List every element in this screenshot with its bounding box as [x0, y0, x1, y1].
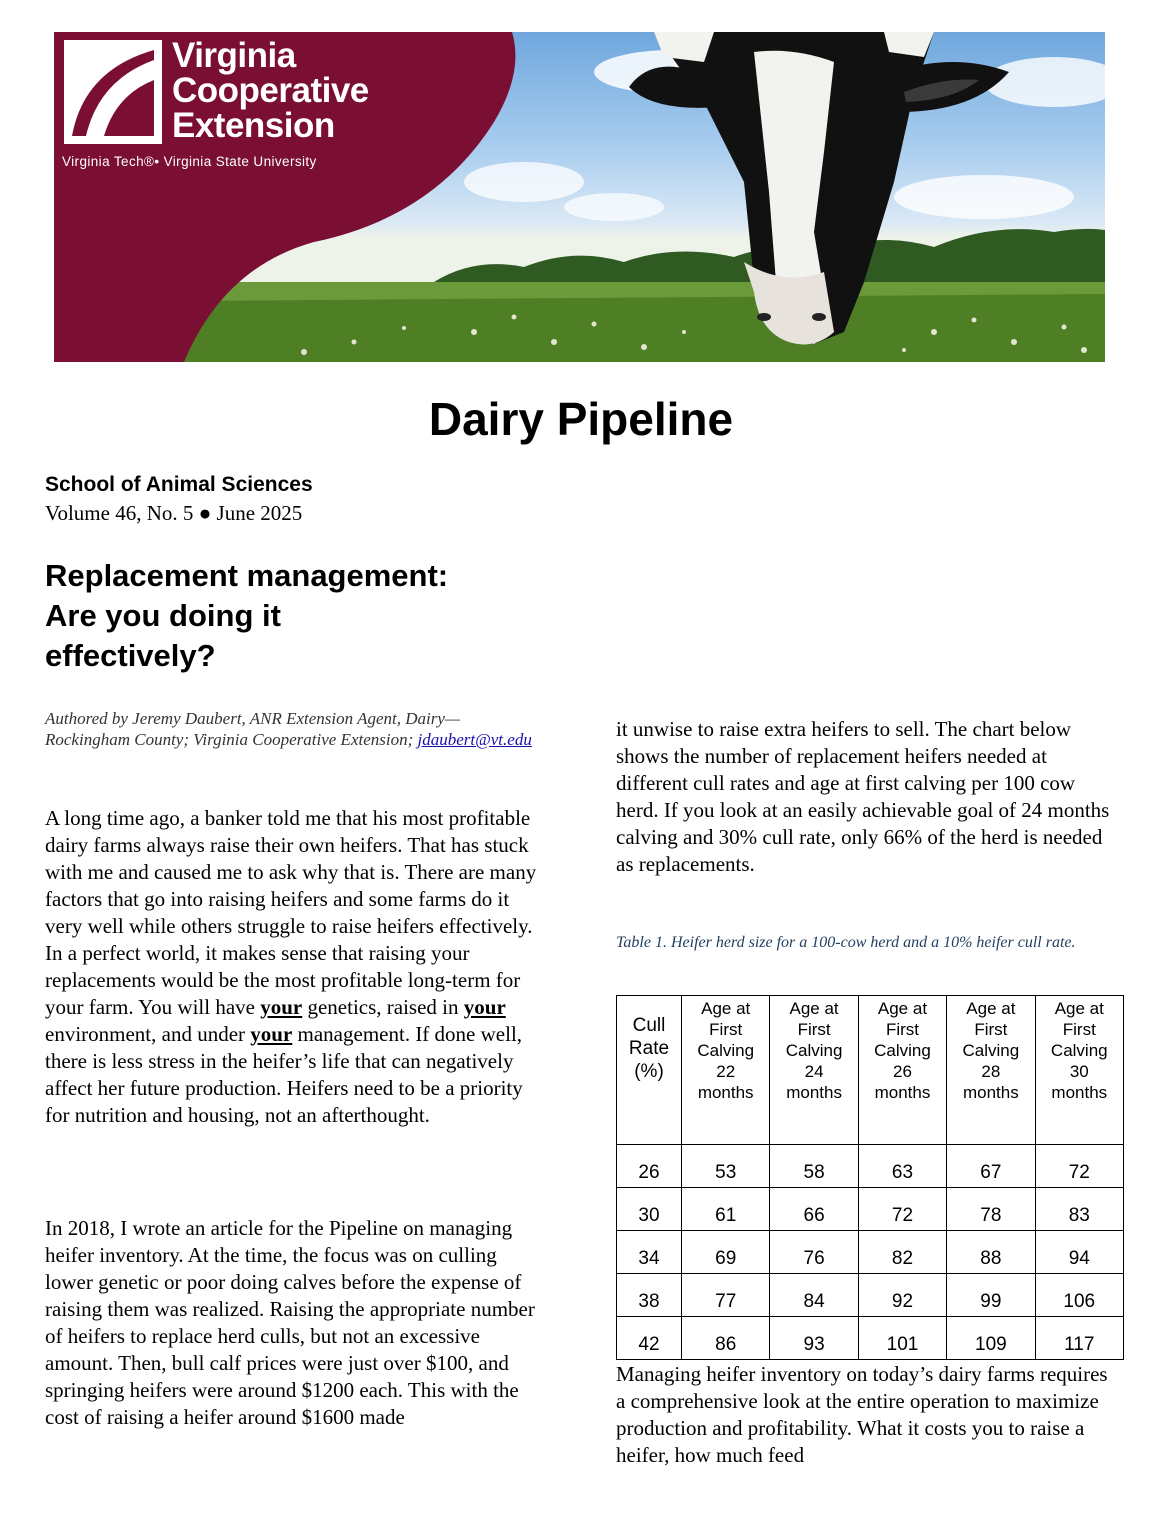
headline-line-1: Replacement management:	[45, 558, 449, 593]
brand-line-virginia: Virginia	[172, 36, 296, 75]
table-cell: 34	[617, 1231, 682, 1274]
byline-text: Authored by Jeremy Daubert, ANR Extension Agent, Dairy—Rockingham County; Virginia Cooperative Extension;	[45, 709, 460, 749]
table-cell: 58	[770, 1145, 858, 1188]
brand-line-cooperative: Cooperative	[172, 71, 369, 110]
p1-emphasis-your-3: your	[250, 1022, 293, 1046]
table-cell: 26	[617, 1145, 682, 1188]
table-cell: 78	[947, 1188, 1035, 1231]
table-cell: 88	[947, 1231, 1035, 1274]
author-email-link[interactable]: jdaubert@vt.edu	[417, 730, 532, 749]
paragraph-2: In 2018, I wrote an article for the Pipeline on managing heifer inventory. At the time, the focus was on culling lower genetic or poor doing calves before the expense of raising them was realized. Raising the appropriate number of heifers to replace herd culls, but not an excessive amount. Then, bull calf prices were just over $100, and springing heifers were around $1200 each. This with the cost of raising a heifer around $1600 made	[45, 1216, 535, 1429]
table-row	[617, 1188, 1124, 1231]
table-cell: 117	[1035, 1317, 1123, 1360]
issue-volume: Volume 46, No. 5 ● June 2025	[45, 501, 303, 525]
table-cell: 93	[770, 1317, 858, 1360]
header-age-30: Age at First Calving 30 months	[1035, 996, 1123, 1145]
table-cell: 94	[1035, 1231, 1123, 1274]
paragraph-3: it unwise to raise extra heifers to sell. The chart below shows the number of replacement heifers needed at different cull rates and age at first calving per 100 cow herd. If you look at an easily achievable goal of 24 months calving and 30% cull rate, only 66% of the herd is needed as replacements.	[616, 717, 1110, 876]
table-cell: 76	[770, 1231, 858, 1274]
header-age-24: Age at First Calving 24 months	[770, 996, 858, 1145]
table-cell: 42	[617, 1317, 682, 1360]
table-cell: 99	[947, 1274, 1035, 1317]
table-row	[617, 1231, 1124, 1274]
table-cell: 53	[682, 1145, 770, 1188]
p1-text-d: management. If done well, there is less stress in the heifer’s life that can negatively affect her future production. Heifers need to be a priority for nutrition and housing, not an afterthought.	[45, 1022, 523, 1127]
p1-emphasis-your-2: your	[463, 995, 506, 1019]
table-cell: 72	[1035, 1145, 1123, 1188]
paragraph-4: Managing heifer inventory on today’s dairy farms requires a comprehensive look at the entire operation to maximize production and profitability. What it costs you to raise a heifer, how much feed	[616, 1362, 1108, 1467]
header-cull-rate: Cull Rate (%)	[617, 996, 682, 1145]
table-cell: 67	[947, 1145, 1035, 1188]
p1-text-c: environment, and under	[45, 1022, 246, 1046]
newsletter-title: Dairy Pipeline	[428, 393, 734, 445]
table-cell: 63	[858, 1145, 946, 1188]
brand-line-extension: Extension	[172, 106, 335, 145]
headline-line-2: Are you doing it	[45, 598, 281, 633]
heifer-herd-size-table	[616, 995, 1124, 1360]
table-cell: 82	[858, 1231, 946, 1274]
author-byline	[45, 708, 535, 750]
p1-text-a: A long time ago, a banker told me that his most profitable dairy farms always raise their own heifers. That has stuck with me and caused me to ask why that is. There are many factors that go into raising heifers and some farms do it very well while others struggle to raise heifers effectively. In a perfect world, it makes sense that raising your replacements would be the most profitable long-term for your farm. You will have	[45, 806, 537, 1019]
table-caption: Table 1. Heifer herd size for a 100-cow herd and a 10% heifer cull rate.	[616, 934, 1076, 951]
headline-line-3: effectively?	[45, 638, 216, 673]
table-cell: 38	[617, 1274, 682, 1317]
table-cell: 101	[858, 1317, 946, 1360]
article-headline	[45, 556, 565, 676]
header-age-28: Age at First Calving 28 months	[947, 996, 1035, 1145]
header-age-26: Age at First Calving 26 months	[858, 996, 946, 1145]
table-cell: 84	[770, 1274, 858, 1317]
paragraph-1	[45, 805, 545, 1129]
table-row	[617, 1145, 1124, 1188]
p1-emphasis-your-1: your	[260, 995, 303, 1019]
table-cell: 69	[682, 1231, 770, 1274]
table-cell: 72	[858, 1188, 946, 1231]
header-banner	[54, 32, 1105, 362]
brand-universities: Virginia Tech®• Virginia State University	[62, 154, 317, 169]
table-cell: 77	[682, 1274, 770, 1317]
table-cell: 92	[858, 1274, 946, 1317]
table-cell: 109	[947, 1317, 1035, 1360]
brand-title	[172, 38, 369, 143]
p1-text-b: genetics, raised in	[307, 995, 459, 1019]
header-age-22: Age at First Calving 22 months	[682, 996, 770, 1145]
table-cell: 66	[770, 1188, 858, 1231]
school-name: School of Animal Sciences	[45, 473, 313, 496]
table-cell: 83	[1035, 1188, 1123, 1231]
table-row	[617, 1274, 1124, 1317]
table-cell: 30	[617, 1188, 682, 1231]
table-row	[617, 1317, 1124, 1360]
table-header-row	[617, 996, 1124, 1145]
vce-logo-icon	[64, 40, 162, 144]
table-cell: 86	[682, 1317, 770, 1360]
table-cell: 106	[1035, 1274, 1123, 1317]
table-cell: 61	[682, 1188, 770, 1231]
